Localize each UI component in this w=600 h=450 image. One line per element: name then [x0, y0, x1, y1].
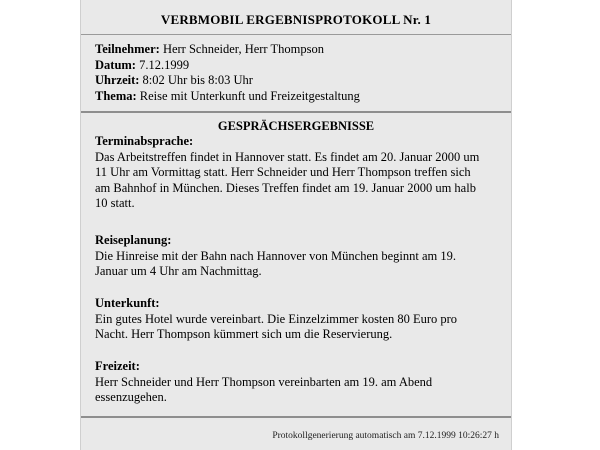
meta-topic: [95, 89, 500, 105]
section-line: 10 statt.: [95, 196, 135, 211]
meta-block: [95, 42, 500, 104]
section-line: Die Hinreise mit der Bahn nach Hannover von München beginnt am 19.: [95, 248, 457, 263]
section-line: Das Arbeitstreffen findet in Hannover statt. Es findet am 20. Januar 2000 um: [95, 149, 480, 164]
meta-value: Reise mit Unterkunft und Freizeitgestaltung: [139, 88, 360, 103]
document-title: VERBMOBIL ERGEBNISPROTOKOLL Nr. 1: [160, 12, 432, 27]
meta-label: Teilnehmer:: [95, 42, 160, 56]
meta-label: Datum:: [95, 57, 136, 72]
section-line: 11 Uhr am Vormittag statt. Herr Schneider und Herr Thompson treffen sich: [95, 165, 471, 180]
meta-time: [95, 73, 500, 89]
section-heading: Reiseplanung:: [95, 233, 172, 247]
meta-value: Herr Schneider, Herr Thompson: [162, 42, 324, 56]
section-line: am Bahnhof in München. Dieses Treffen findet am 19. Januar 2000 um halb: [95, 180, 476, 195]
meta-participants: [95, 42, 500, 58]
meta-label: Uhrzeit:: [95, 73, 140, 88]
protocol-document: [80, 0, 512, 450]
section-leisure: [95, 359, 500, 406]
section-line: Herr Schneider und Herr Thompson vereinbarten am 19. am Abend: [95, 374, 433, 389]
title-divider: [81, 34, 511, 35]
meta-value: 8:02 Uhr bis 8:03 Uhr: [142, 73, 253, 88]
section-line: Januar um 4 Uhr am Nachmittag.: [95, 264, 262, 279]
generation-footer: Protokollgenerierung automatisch am 7.12.1999 10:26:27 h: [272, 431, 499, 441]
meta-date: [95, 58, 500, 74]
section-accommodation: [95, 296, 500, 343]
section-line: Ein gutes Hotel wurde vereinbart. Die Einzelzimmer kosten 80 Euro pro: [95, 311, 458, 326]
results-heading: GESPRÄCHSERGEBNISSE: [217, 119, 375, 133]
section-heading: Unterkunft:: [95, 296, 160, 310]
footer-divider: [81, 416, 511, 418]
section-heading: Terminabsprache:: [95, 134, 194, 148]
meta-label: Thema:: [95, 88, 137, 103]
section-travel: [95, 233, 500, 280]
section-line: essenzugehen.: [95, 390, 167, 405]
section-line: Nacht. Herr Thompson kümmert sich um die Reservierung.: [95, 327, 393, 342]
section-scheduling: [95, 134, 500, 212]
meta-value: 7.12.1999: [139, 57, 190, 72]
meta-divider: [81, 111, 511, 113]
section-heading: Freizeit:: [95, 359, 140, 373]
